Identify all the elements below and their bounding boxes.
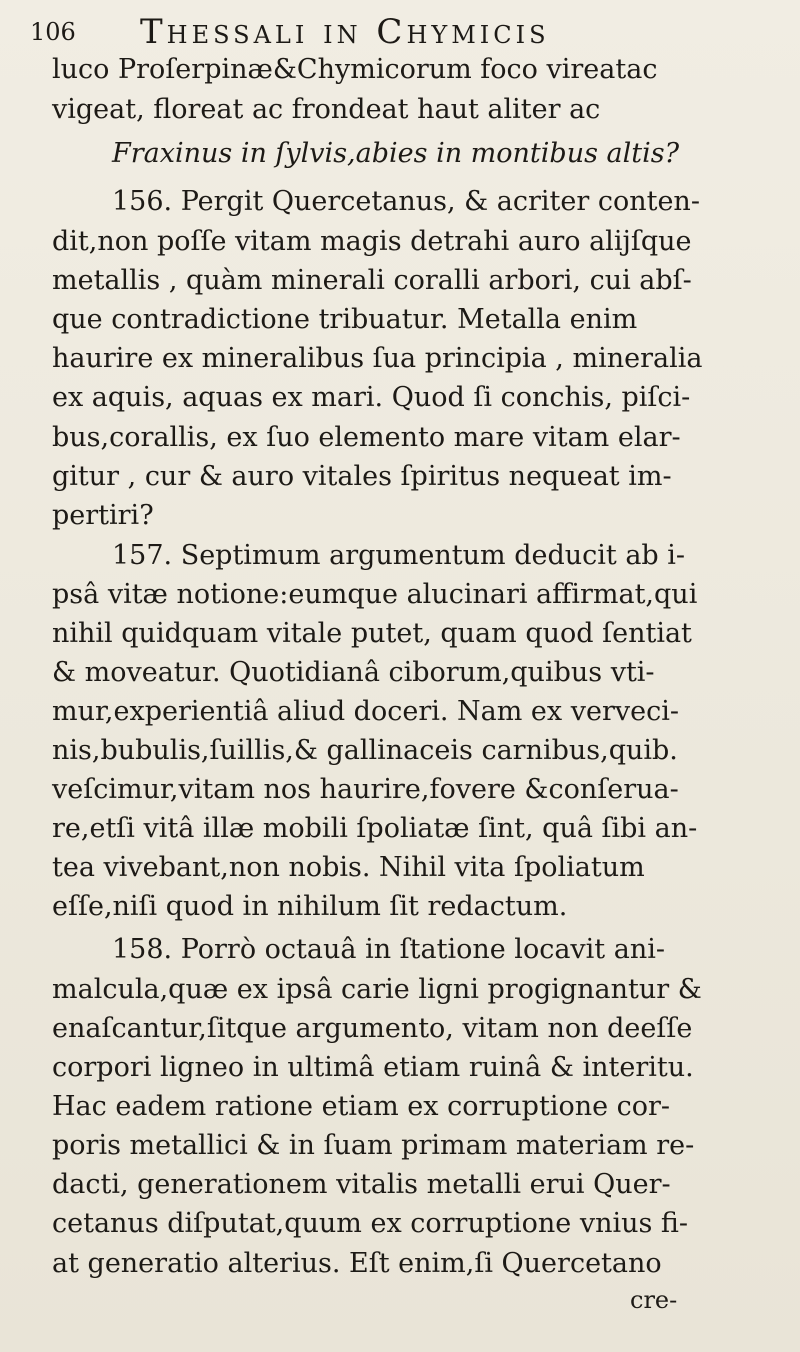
- page-number: 106: [30, 18, 76, 46]
- text-line: dacti, generationem vitalis metalli erui Quer-: [52, 1169, 671, 1200]
- text-line: poris metallici & in ſuam primam materiam re-: [52, 1130, 695, 1161]
- text-line: Hac eadem ratione etiam ex corruptione cor-: [52, 1091, 671, 1122]
- text-line: 156. Pergit Quercetanus, & acriter conten-: [112, 186, 700, 217]
- text-line: dit,non poſſe vitam magis detrahi auro alijſque: [52, 226, 692, 257]
- text-line: tea vivebant,non nobis. Nihil vita ſpoliatum: [52, 852, 645, 883]
- text-line: ex aquis, aquas ex mari. Quod ſi conchis, piſci-: [52, 382, 691, 413]
- text-line: psâ vitæ notione:eumque alucinari affirmat,qui: [52, 579, 698, 610]
- text-line: luco Proſerpinæ&Chymicorum foco vireatac: [52, 54, 658, 85]
- text-line: 158. Porrò octauâ in ſtatione locavit ani-: [112, 934, 665, 965]
- text-line: bus,corallis, ex ſuo elemento mare vitam elar-: [52, 422, 681, 453]
- text-line: haurire ex mineralibus ſua principia , mineralia: [52, 343, 703, 374]
- text-line: malcula,quæ ex ipsâ carie ligni progignantur &: [52, 974, 702, 1005]
- text-line: enaſcantur,ſitque argumento, vitam non deeſſe: [52, 1013, 693, 1044]
- text-line: metallis , quàm minerali coralli arbori, cui abſ-: [52, 265, 692, 296]
- text-line: cetanus diſputat,quum ex corruptione vnius fi-: [52, 1208, 689, 1239]
- text-line: que contradictione tribuatur. Metalla enim: [52, 304, 638, 335]
- text-line: vigeat, floreat ac frondeat haut aliter ac: [52, 94, 601, 125]
- text-line: 157. Septimum argumentum deducit ab i-: [112, 540, 686, 571]
- text-line: re,etſi vitâ illæ mobili ſpoliatæ ſint, quâ ſibi an-: [52, 813, 698, 844]
- running-title: Thessali in Chymicis: [140, 12, 550, 52]
- text-line: corpori ligneo in ultimâ etiam ruinâ & interitu.: [52, 1052, 694, 1083]
- text-line: nihil quidquam vitale putet, quam quod ſentiat: [52, 618, 692, 649]
- text-line: mur,experientiâ aliud doceri. Nam ex verveci-: [52, 696, 679, 727]
- text-line: & moveatur. Quotidianâ ciborum,quibus vti-: [52, 657, 655, 688]
- page-header: [30, 12, 790, 52]
- text-line: eſſe,niſi quod in nihilum ſit redactum.: [52, 891, 568, 922]
- text-line: gitur , cur & auro vitales ſpiritus nequeat im-: [52, 461, 672, 492]
- text-line: at generatio alterius. Eſt enim,ſi Quercetano: [52, 1248, 662, 1279]
- text-line: pertiri?: [52, 500, 154, 531]
- catchword: cre-: [630, 1286, 678, 1314]
- text-line: Fraxinus in ſylvis,abies in montibus altis?: [112, 138, 680, 169]
- text-line: veſcimur,vitam nos haurire,fovere &conſerua-: [52, 774, 679, 805]
- text-line: nis,bubulis,ſuillis,& gallinaceis carnibus,quib.: [52, 735, 678, 766]
